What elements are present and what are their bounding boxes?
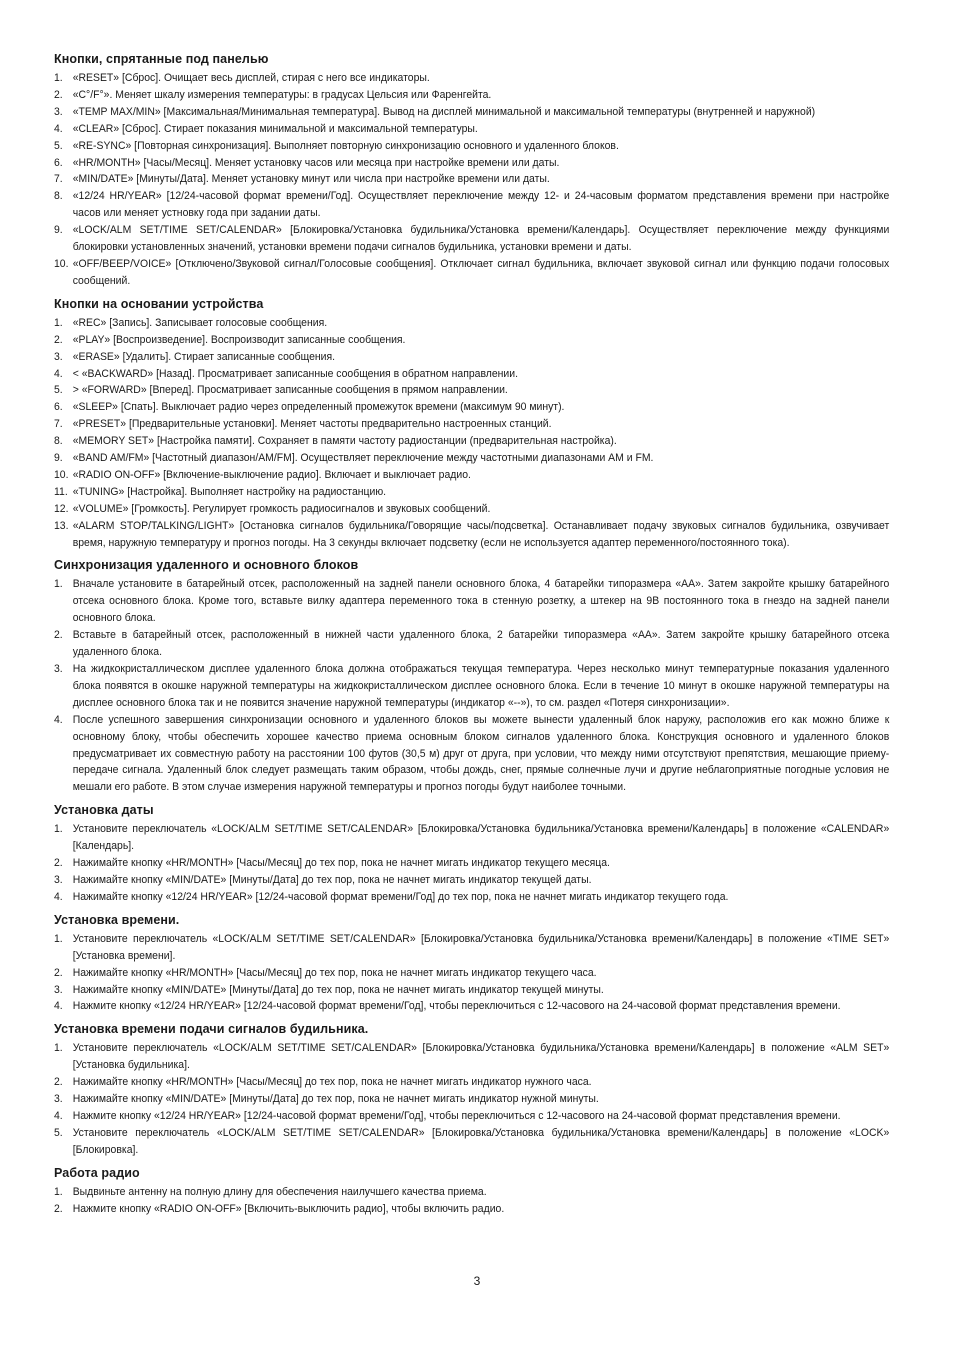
list-item-number: 1. xyxy=(54,823,63,836)
list-item xyxy=(54,712,889,797)
list-item-text: < «BACKWARD» [Назад]. Просматривает записанные сообщения в обратном направлении. xyxy=(72,367,518,380)
section xyxy=(54,911,902,1016)
list-item-number: 2. xyxy=(54,88,63,101)
list-item-number: 1. xyxy=(54,1042,63,1055)
list-item-number: 3. xyxy=(54,105,63,118)
list-item xyxy=(54,931,889,965)
list-item-text: «ERASE» [Удалить]. Стирает записанные сообщения. xyxy=(72,350,336,363)
list-item-text: «LOCK/ALM SET/TIME SET/CALENDAR» [Блокировка/Установка будильника/Установка времени/Календарь]. Осуществляет переключение между функциями блокировки установленных значений, установки времени подачи сигналов будильника, установки времени и даты. xyxy=(72,224,890,254)
section xyxy=(54,1164,902,1218)
list-item xyxy=(54,1125,889,1159)
list-item-text: Выдвиньте антенну на полную длину для обеспечения наилучшего качества приема. xyxy=(72,1185,487,1198)
list-item-text: «OFF/BEEP/VOICE» [Отключено/Звуковой сигнал/Голосовые сообщения]. Отключает сигнал будильника, включает звуковой сигнал или функцию подачи голосовых сообщений. xyxy=(72,257,890,287)
list-item xyxy=(54,1184,889,1201)
list-item-text: Вставьте в батарейный отсек, расположенный в нижней части удаленного блока, 2 батарейки типоразмера «AA». Затем закройте крышку батарейного отсека удаленного блока. xyxy=(72,629,890,659)
list-item xyxy=(54,450,889,467)
list-item xyxy=(54,484,889,501)
list-item-number: 10. xyxy=(54,468,69,481)
section-heading: Кнопки на основании устройства xyxy=(54,296,264,311)
list-item-text: Нажимайте кнопку «MIN/DATE» [Минуты/Дата] до тех пор, пока не начнет мигать индикатор текущей минуты. xyxy=(72,983,604,996)
list-item-text: Установите переключатель «LOCK/ALM SET/TIME SET/CALENDAR» [Блокировка/Установка будильника/Установка времени/Календарь] в положение «TIME SET» [Установка времени]. xyxy=(72,932,890,962)
list-item xyxy=(54,256,889,290)
list-item-text: Нажмите кнопку «RADIO ON-OFF» [Включить-выключить радио], чтобы включить радио. xyxy=(72,1202,505,1215)
list-item-text: Нажимайте кнопку «HR/MONTH» [Часы/Месяц] до тех пор, пока не начнет мигать индикатор текущего часа. xyxy=(72,966,597,979)
list-item-number: 4. xyxy=(54,890,63,903)
list-item-number: 2. xyxy=(54,629,63,642)
list-item xyxy=(54,518,889,552)
list-item-number: 11. xyxy=(54,485,68,498)
list-item xyxy=(54,171,889,188)
list-item xyxy=(54,1201,889,1218)
list-item-number: 3. xyxy=(54,1093,63,1106)
list-item-text: Установите переключатель «LOCK/ALM SET/TIME SET/CALENDAR» [Блокировка/Установка будильника/Установка времени/Календарь] в положение «ALM SET» [Установка будильника]. xyxy=(72,1042,890,1072)
list-item xyxy=(54,872,889,889)
list-item xyxy=(54,433,889,450)
list-item-text: Нажимайте кнопку «MIN/DATE» [Минуты/Дата] до тех пор, пока не начнет мигать индикатор нужной минуты. xyxy=(72,1093,599,1106)
list-item-number: 1. xyxy=(54,72,63,84)
list-item xyxy=(54,467,889,484)
list-item-text: Нажимайте кнопку «12/24 HR/YEAR» [12/24-часовой формат времени/Год] до тех пор, пока не начнет мигать индикатор текущего года. xyxy=(72,890,729,903)
list-item-number: 8. xyxy=(54,190,63,203)
list-item xyxy=(54,998,889,1015)
section xyxy=(54,295,902,552)
section-heading: Установка даты xyxy=(54,803,154,818)
numbered-list xyxy=(54,821,902,906)
list-item xyxy=(54,104,889,121)
list-item-text: «SLEEP» [Спать]. Выключает радио через определенный промежуток времени (максимум 90 минут). xyxy=(72,401,565,414)
list-item xyxy=(54,349,889,366)
list-item xyxy=(54,121,889,138)
list-item-number: 2. xyxy=(54,857,63,870)
list-item xyxy=(54,222,889,256)
list-item xyxy=(54,855,889,872)
list-item-text: Нажимайте кнопку «HR/MONTH» [Часы/Месяц] до тех пор, пока не начнет мигать индикатор нужного часа. xyxy=(72,1076,592,1089)
list-item xyxy=(54,382,889,399)
list-item xyxy=(54,188,889,222)
list-item-number: 4. xyxy=(54,1109,63,1122)
list-item-text: «CLEAR» [Сброс]. Стирает показания минимальной и максимальной температуры. xyxy=(72,122,478,135)
list-item-number: 13. xyxy=(54,519,69,532)
list-item-number: 1. xyxy=(54,932,63,945)
list-item-text: Нажмите кнопку «12/24 HR/YEAR» [12/24-часовой формат времени/Год], чтобы переключиться с 12-часового на 24-часовой формат представления времени. xyxy=(72,1109,841,1122)
list-item xyxy=(54,627,889,661)
numbered-list xyxy=(54,315,902,552)
list-item-number: 4. xyxy=(54,122,63,135)
list-item-number: 1. xyxy=(54,1185,63,1198)
section-heading: Установка времени. xyxy=(54,912,180,927)
list-item xyxy=(54,332,889,349)
list-item-text: «REC» [Запись]. Записывает голосовые сообщения. xyxy=(72,316,328,329)
list-item-text: «RADIO ON-OFF» [Включение-выключение радио]. Включает и выключает радио. xyxy=(72,468,471,481)
list-item-number: 3. xyxy=(54,873,63,886)
list-item-text: Вначале установите в батарейный отсек, расположенный на задней панели основного блока, 4 батарейки типоразмера «AA». Затем закройте крышку батарейного отсека основного блока. Кроме того, вставьте вилку адаптера переменного тока в стенную розетку, а штекер на 9В постоянного тока в гнездо на задней панели основного блока. xyxy=(72,578,890,625)
list-item-number: 5. xyxy=(54,139,63,152)
list-item xyxy=(54,965,889,982)
list-item xyxy=(54,1108,889,1125)
list-item-text: После успешного завершения синхронизации основного и удаленного блоков вы можете вынести удаленный блок наружу, расположив его как можно ближе к основному блоку, чтобы обеспечить хорошее качество приема основным блоком сигналов удаленного блока. Конструкция основного и удаленного блоков предусматривает их совместную работу на расстоянии 100 футов (30,5 м) друг от друга, при условии, что между ними отсутствуют препятствия, мешающие приему-передаче сигнала. Удаленный блок следует размещать таким образом, чтобы дождь, снег, прямые солнечные лучи и другие неблагоприятные погодные условия не мешали его работе. В этом случае измерения наружной температуры и прогноз погоды будут наиболее точными. xyxy=(72,713,890,794)
list-item xyxy=(54,1074,889,1091)
numbered-list xyxy=(54,1040,902,1158)
list-item xyxy=(54,399,889,416)
list-item-text: «VOLUME» [Громкость]. Регулирует громкость радиосигналов и звуковых сообщений. xyxy=(72,502,491,515)
list-item-text: «C°/F°». Меняет шкалу измерения температуры: в градусах Цельсия или Фаренгейта. xyxy=(72,88,492,101)
section-heading: Работа радио xyxy=(54,1165,140,1180)
list-item-number: 7. xyxy=(54,418,63,431)
numbered-list xyxy=(54,70,902,290)
list-item-number: 6. xyxy=(54,401,63,414)
list-item-text: «HR/MONTH» [Часы/Месяц]. Меняет установку часов или месяца при настройке времени или даты. xyxy=(72,156,560,169)
list-item-number: 3. xyxy=(54,663,63,675)
list-item-text: Нажмите кнопку «12/24 HR/YEAR» [12/24-часовой формат времени/Год], чтобы переключиться с 12-часового на 24-часовой формат представления времени. xyxy=(72,1000,841,1013)
list-item-text: На жидкокристаллическом дисплее удаленного блока должна отображаться текущая температура. Через несколько минут температурные показания удаленного блока появятся в окошке наружной температуры на жидкокристаллическом дисплее основного блока. Если в течение 10 минут в окошке наружной температуры на дисплее основного блока так и не появится значение наружной температуры (индикатор «--»), то см. раздел «Потеря синхронизации». xyxy=(72,663,890,709)
list-item-number: 2. xyxy=(54,1076,63,1089)
list-item xyxy=(54,87,889,104)
list-item-text: Установите переключатель «LOCK/ALM SET/TIME SET/CALENDAR» [Блокировка/Установка будильника/Установка времени/Календарь] в положение «CALENDAR» [Календарь]. xyxy=(72,823,890,853)
numbered-list xyxy=(54,1184,902,1218)
list-item-text: Нажимайте кнопку «HR/MONTH» [Часы/Месяц] до тех пор, пока не начнет мигать индикатор текущего месяца. xyxy=(72,857,610,870)
list-item-text: «ALARM STOP/TALKING/LIGHT» [Остановка сигналов будильника/Говорящие часы/подсветка]. Останавливает подачу звуковых сигналов будильника, озвучивает время, наружную температуру и прогноз погоды. На 3 секунды включает подсветку (если не используется адаптер переменного/постоянного тока). xyxy=(72,519,890,549)
list-item-number: 4. xyxy=(54,367,63,380)
list-item-number: 3. xyxy=(54,350,63,363)
list-item-text: > «FORWARD» [Вперед]. Просматривает записанные сообщения в прямом направлении. xyxy=(72,384,508,397)
section-heading: Установка времени подачи сигналов будильника. xyxy=(54,1022,369,1037)
list-item-number: 10. xyxy=(54,257,69,270)
list-item-text: «TUNING» [Настройка]. Выполняет настройку на радиостанцию. xyxy=(72,485,387,498)
list-item-number: 9. xyxy=(54,452,63,465)
list-item xyxy=(54,366,889,383)
section xyxy=(54,556,902,796)
list-item-text: Нажимайте кнопку «MIN/DATE» [Минуты/Дата] до тех пор, пока не начнет мигать индикатор текущей даты. xyxy=(72,873,592,886)
list-item-number: 7. xyxy=(54,173,63,186)
list-item-number: 4. xyxy=(54,1000,63,1013)
list-item-number: 4. xyxy=(54,713,63,726)
list-item-text: Установите переключатель «LOCK/ALM SET/TIME SET/CALENDAR» [Блокировка/Установка будильника/Установка времени/Календарь] в положение «LOCK» [Блокировка]. xyxy=(72,1126,890,1156)
list-item xyxy=(54,1040,889,1074)
list-item-number: 1. xyxy=(54,578,63,591)
list-item xyxy=(54,1091,889,1108)
list-item xyxy=(54,155,889,172)
list-item-number: 3. xyxy=(54,983,63,996)
page-content xyxy=(54,50,902,1217)
list-item xyxy=(54,70,889,87)
list-item xyxy=(54,982,889,999)
numbered-list xyxy=(54,576,902,796)
list-item-text: «RESET» [Сброс]. Очищает весь дисплей, стирая с него все индикаторы. xyxy=(72,72,430,84)
list-item xyxy=(54,138,889,155)
list-item-text: «BAND AM/FM» [Частотный диапазон/AM/FM]. Осуществляет переключение между частотными диапазонами AM и FM. xyxy=(72,452,654,465)
page-number: 3 xyxy=(473,1274,481,1288)
list-item xyxy=(54,501,889,518)
list-item-number: 1. xyxy=(54,316,63,329)
section-heading: Синхронизация удаленного и основного блоков xyxy=(54,558,359,573)
numbered-list xyxy=(54,931,902,1016)
list-item-number: 9. xyxy=(54,224,63,237)
list-item-number: 5. xyxy=(54,1126,63,1139)
list-item-number: 2. xyxy=(54,333,63,346)
list-item-number: 8. xyxy=(54,435,63,448)
list-item-number: 2. xyxy=(54,1202,63,1215)
list-item xyxy=(54,661,889,712)
list-item xyxy=(54,315,889,332)
section xyxy=(54,801,902,906)
list-item-text: «12/24 HR/YEAR» [12/24-часовой формат времени/Год]. Осуществляет переключение между 12- и 24-часовым форматом представления времени при настройке часов или меняет устновку года при задании даты. xyxy=(72,190,890,220)
list-item xyxy=(54,821,889,855)
list-item-text: «MEMORY SET» [Настройка памяти]. Сохраняет в памяти частоту радиостанции (предварительная настройка). xyxy=(72,435,617,448)
list-item-text: «PRESET» [Предварительные установки]. Меняет частоты предварительно настроенных станций. xyxy=(72,418,552,431)
list-item xyxy=(54,889,889,906)
section-heading: Кнопки, спрятанные под панелью xyxy=(54,52,269,66)
list-item-number: 12. xyxy=(54,502,69,515)
section xyxy=(54,1020,902,1158)
list-item-number: 5. xyxy=(54,384,63,397)
section xyxy=(54,50,902,290)
list-item-number: 2. xyxy=(54,966,63,979)
list-item-text: «PLAY» [Воспроизведение]. Воспроизводит записанные сообщения. xyxy=(72,333,406,346)
list-item-text: «MIN/DATE» [Минуты/Дата]. Меняет установку минут или числа при настройке времени или даты. xyxy=(72,173,550,186)
list-item xyxy=(54,576,889,627)
list-item xyxy=(54,416,889,433)
list-item-text: «TEMP MAX/MIN» [Максимальная/Минимальная температура]. Вывод на дисплей минимальной и максимальной температуры (внутренней и наружной) xyxy=(72,105,816,118)
list-item-text: «RE-SYNC» [Повторная синхронизация]. Выполняет повторную синхронизацию основного и удаленного блоков. xyxy=(72,139,619,152)
list-item-number: 6. xyxy=(54,156,63,169)
